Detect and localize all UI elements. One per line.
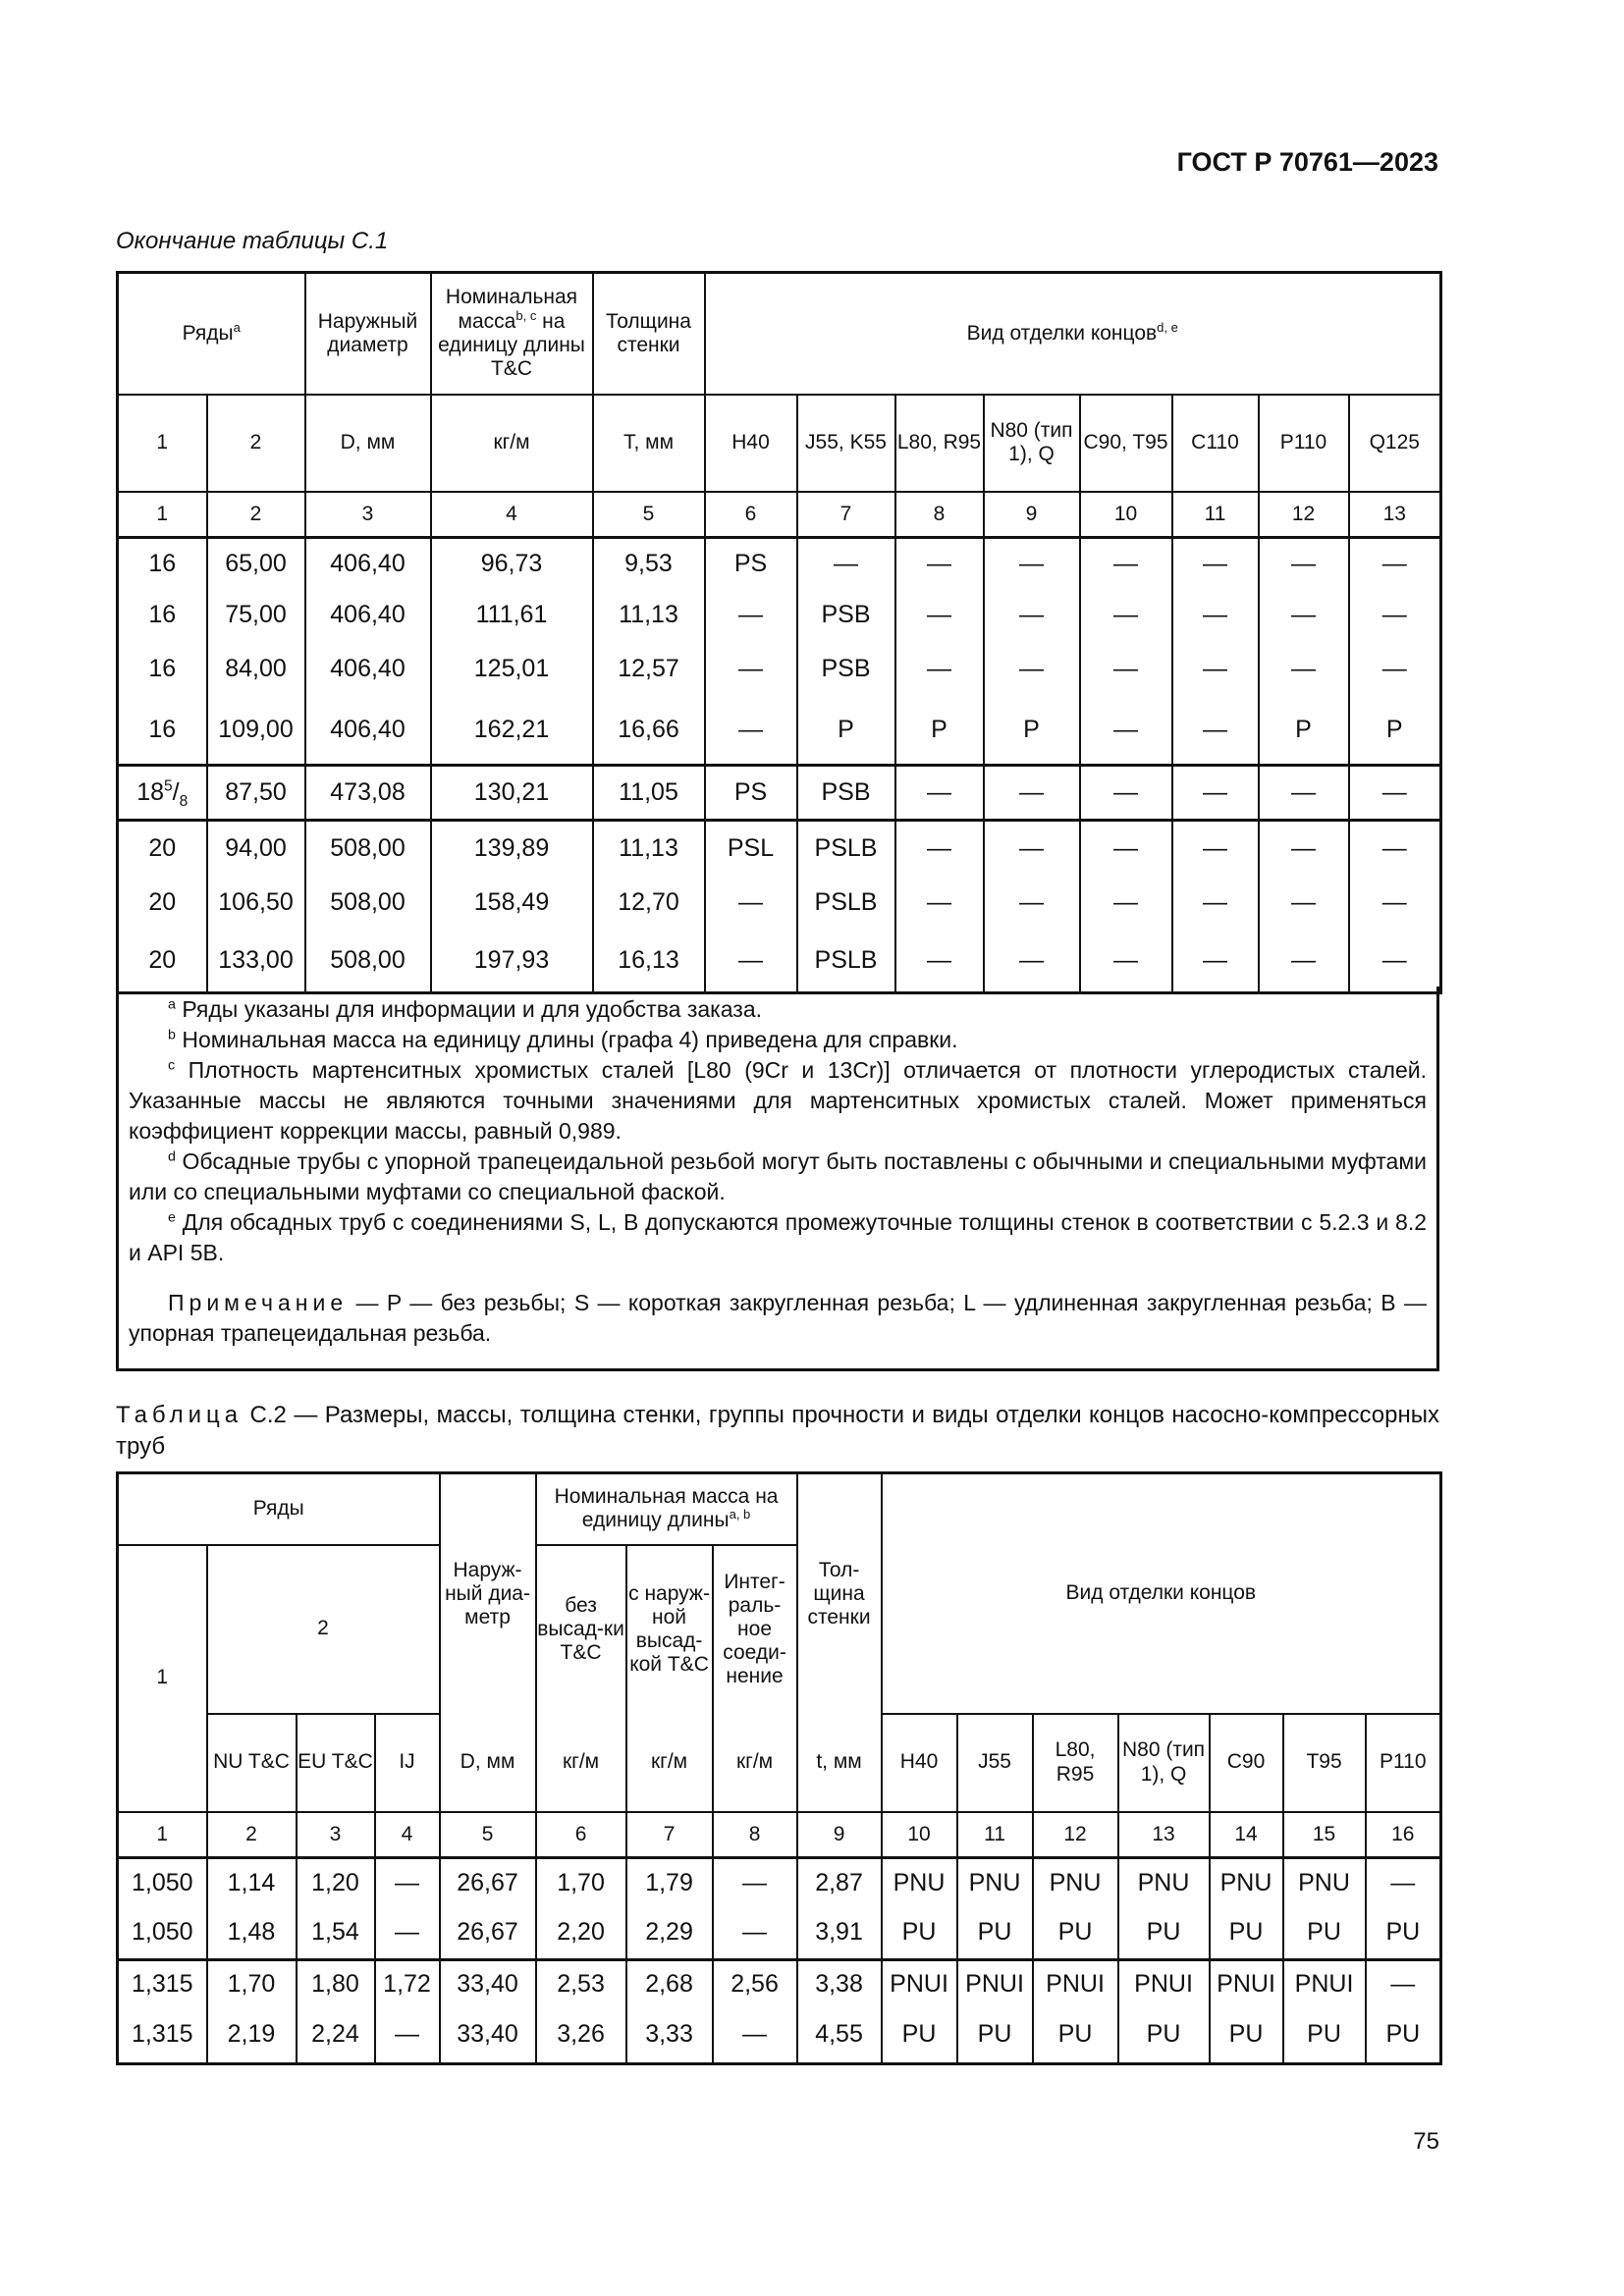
cell: P [1259,697,1349,766]
cell: 2,19 [207,2007,297,2064]
table1-header-row [118,273,1441,395]
table1-remark: Примечание — P — без резьбы; S — короткая закругленная резьба; L — удлиненная закругленная резьба; B — упорная трапецеидальная резьба. [129,1290,1427,1346]
cell: PSB [797,766,895,821]
cell: PU [1283,1907,1366,1960]
cell: 12,57 [593,641,705,697]
cell: 26,67 [440,1858,536,1907]
cell: — [713,2007,797,2064]
fraction-cell: $18^5/_8$ [118,766,207,821]
footnote-b: $^b$ Номинальная масса на единицу длины (графа 4) приведена для справки. [168,1027,958,1052]
cell: PNUI [1118,1960,1210,2007]
cell: — [1172,697,1259,766]
cell: 406,40 [305,697,431,766]
cell: 406,40 [305,590,431,641]
t1-header-outer-diameter: Наружный диаметр [305,273,431,395]
cell: — [375,1858,440,1907]
t1-header-wall: Толщина стенки [593,273,705,395]
cell: 3,91 [797,1907,882,1960]
t2-sub: EU T&C [297,1714,375,1812]
cell: — [1349,876,1441,931]
table1 [116,271,1442,994]
cell: — [1080,538,1172,590]
table1-footnotes [116,987,1439,1371]
table-row [118,1907,1441,1960]
cell: P [895,697,984,766]
cell: 2,87 [797,1858,882,1907]
cell: PNU [1118,1858,1210,1907]
t1-colnum: 13 [1349,492,1441,538]
footnote-e: $^e$ Для обсадных труб с соединениями S, L, B допускаются промежуточные толщины стенок в соответствии с 5.2.3 и 8.2 и API 5B. [129,1209,1428,1265]
t1-sub: P110 [1259,395,1349,492]
cell: — [1366,1858,1441,1907]
t2-header-row1: 1 [118,1545,207,1812]
cell: 508,00 [305,876,431,931]
table-row [118,1960,1441,2007]
cell: 508,00 [305,931,431,993]
cell: 162,21 [431,697,593,766]
t1-colnum: 6 [705,492,797,538]
t1-sub: J55, K55 [797,395,895,492]
cell: PU [882,2007,957,2064]
cell: — [375,1907,440,1960]
t2-colnum: 5 [440,1812,536,1858]
t2-header-outer-diameter: Наруж-ный диа-метр [440,1473,536,1714]
cell: PNUI [1033,1960,1118,2007]
table-row [118,766,1441,821]
t2-sub: кг/м [626,1714,713,1812]
t2-sub: NU T&C [207,1714,297,1812]
cell: — [1366,1960,1441,2007]
t1-colnum: 4 [431,492,593,538]
cell: 33,40 [440,2007,536,2064]
t1-colnum: 2 [207,492,305,538]
t2-sub: IJ [375,1714,440,1812]
cell: PSB [797,641,895,697]
t2-sub: P110 [1366,1714,1441,1812]
t2-header-rows: Ряды [118,1473,440,1545]
cell: — [1349,821,1441,876]
cell: — [1172,931,1259,993]
cell: — [1172,876,1259,931]
table-row [118,2007,1441,2064]
cell: PU [1033,1907,1118,1960]
t2-sub: кг/м [536,1714,626,1812]
cell: — [1080,876,1172,931]
t2-colnum: 6 [536,1812,626,1858]
t2-header-integral: Интег-раль-ное соеди-нение [713,1545,797,1714]
cell: 75,00 [207,590,305,641]
t2-colnum: 3 [297,1812,375,1858]
cell: 158,49 [431,876,593,931]
cell: — [1349,538,1441,590]
cell: 406,40 [305,641,431,697]
cell: 20 [118,821,207,876]
cell: PNU [957,1858,1033,1907]
t1-sub: C110 [1172,395,1259,492]
table2 [116,1471,1442,2065]
t2-header-no-upset: без высад-ки T&C [536,1545,626,1714]
t2-sub: t, мм [797,1714,882,1812]
t2-sub: кг/м [713,1714,797,1812]
cell: 3,38 [797,1960,882,2007]
table-row [118,821,1441,876]
cell: 2,68 [626,1960,713,2007]
cell: 65,00 [207,538,305,590]
cell: 109,00 [207,697,305,766]
cell: PNU [1210,1858,1283,1907]
cell: — [1259,931,1349,993]
t2-sub: D, мм [440,1714,536,1812]
cell: PNU [882,1858,957,1907]
cell: — [1172,821,1259,876]
cell: 1,79 [626,1858,713,1907]
t1-sub: H40 [705,395,797,492]
table2-caption: Таблица С.2 — Размеры, массы, толщина стенки, группы прочности и виды отделки концов насосно-компрессорных труб [116,1402,1439,1460]
cell: — [705,697,797,766]
cell: — [984,931,1080,993]
cell: P [984,697,1080,766]
cell: — [984,590,1080,641]
t2-header-mass: Номинальная масса на единицу длины$^{a, b}$ [536,1473,797,1545]
t1-header-rows: Ряды$^a$ [118,273,305,395]
t2-colnum: 8 [713,1812,797,1858]
table-row [118,641,1441,697]
cell: 2,53 [536,1960,626,2007]
cell: — [713,1907,797,1960]
cell: — [1349,590,1441,641]
cell: 1,050 [118,1907,207,1960]
cell: — [895,538,984,590]
cell: 2,56 [713,1960,797,2007]
t2-header-finish: Вид отделки концов [882,1473,1441,1714]
cell: 2,24 [297,2007,375,2064]
cell: P [797,697,895,766]
table1-subheader-row [118,395,1441,492]
table2-header-row [118,1473,1441,1545]
t1-colnum: 3 [305,492,431,538]
cell: — [1080,590,1172,641]
table-row [118,931,1441,993]
t2-sub: J55 [957,1714,1033,1812]
cell: 1,70 [207,1960,297,2007]
cell: 1,72 [375,1960,440,2007]
t2-colnum: 12 [1033,1812,1118,1858]
cell: 1,315 [118,2007,207,2064]
cell: PNUI [1210,1960,1283,2007]
cell: PSLB [797,821,895,876]
cell: — [1349,641,1441,697]
cell: — [984,821,1080,876]
cell: 1,70 [536,1858,626,1907]
cell: 1,315 [118,1960,207,2007]
t1-sub: T, мм [593,395,705,492]
cell: 12,70 [593,876,705,931]
cell: 16 [118,697,207,766]
cell: PSLB [797,931,895,993]
footnote-d: $^d$ Обсадные трубы с упорной трапецеидальной резьбой могут быть поставлены с обычными и специальными муфтами или со специальными муфтами со специальной фаской. [129,1148,1427,1204]
cell: 111,61 [431,590,593,641]
standard-code: ГОСТ Р 70761—2023 [1176,147,1438,177]
t1-colnum: 9 [984,492,1080,538]
cell: 3,33 [626,2007,713,2064]
t1-sub: Q125 [1349,395,1441,492]
cell: — [895,590,984,641]
cell: — [1259,538,1349,590]
cell: — [984,876,1080,931]
cell: PSLB [797,876,895,931]
cell: 130,21 [431,766,593,821]
t2-header-wall: Тол-щина стенки [797,1473,882,1714]
page-number: 75 [1413,2128,1439,2155]
cell: 26,67 [440,1907,536,1960]
t2-colnum: 10 [882,1812,957,1858]
table1-colnum-row [118,492,1441,538]
cell: 1,14 [207,1858,297,1907]
t2-header-ext-upset: с наруж-ной высад-кой T&C [626,1545,713,1714]
t2-colnum: 13 [1118,1812,1210,1858]
cell: 11,05 [593,766,705,821]
t1-colnum: 8 [895,492,984,538]
cell: PU [1366,1907,1441,1960]
cell: 2,20 [536,1907,626,1960]
cell: — [1172,538,1259,590]
cell: — [713,1858,797,1907]
cell: — [1349,766,1441,821]
t2-sub: C90 [1210,1714,1283,1812]
cell: PU [1366,2007,1441,2064]
cell: 406,40 [305,538,431,590]
cell: — [895,766,984,821]
t2-sub: L80, R95 [1033,1714,1118,1812]
cell: — [1080,697,1172,766]
cell: 1,48 [207,1907,297,1960]
t2-colnum: 2 [207,1812,297,1858]
cell: PU [1283,2007,1366,2064]
cell: — [1259,876,1349,931]
table-row [118,590,1441,641]
t2-colnum: 11 [957,1812,1033,1858]
t1-sub: L80, R95 [895,395,984,492]
cell: PU [882,1907,957,1960]
t2-colnum: 4 [375,1812,440,1858]
cell: 139,89 [431,821,593,876]
cell: 133,00 [207,931,305,993]
cell: PNUI [957,1960,1033,2007]
cell: PU [957,2007,1033,2064]
cell: 33,40 [440,1960,536,2007]
cell: 16,13 [593,931,705,993]
t2-sub: H40 [882,1714,957,1812]
cell: PU [1210,2007,1283,2064]
cell: PU [1210,1907,1283,1960]
cell: — [375,2007,440,2064]
t1-sub: D, мм [305,395,431,492]
footnote-c: $^c$ Плотность мартенситных хромистых сталей [L80 (9Cr и 13Cr)] отличается от плотности углеродистых сталей. Указанные массы не являются точными значениями для мартенситных хромистых сталей. Может применяться коэффициент коррекции массы, равный 0,989. [129,1057,1427,1144]
cell: PSL [705,821,797,876]
t1-colnum: 11 [1172,492,1259,538]
cell: — [705,876,797,931]
cell: 20 [118,876,207,931]
cell: 20 [118,931,207,993]
cell: 87,50 [207,766,305,821]
cell: 1,050 [118,1858,207,1907]
t1-colnum: 10 [1080,492,1172,538]
cell: 16 [118,538,207,590]
t2-sub: N80 (тип 1), Q [1118,1714,1210,1812]
cell: 4,55 [797,2007,882,2064]
cell: — [895,876,984,931]
cell: — [1080,821,1172,876]
t2-colnum: 15 [1283,1812,1366,1858]
cell: — [1259,821,1349,876]
cell: — [705,641,797,697]
cell: — [1259,641,1349,697]
cell: 16 [118,641,207,697]
cell: 96,73 [431,538,593,590]
cell: — [1259,590,1349,641]
cell: 11,13 [593,821,705,876]
cell: PU [1118,2007,1210,2064]
table1-caption: Окончание таблицы С.1 [116,228,389,254]
cell: — [1080,931,1172,993]
t1-colnum: 1 [118,492,207,538]
cell: 2,29 [626,1907,713,1960]
cell: PNU [1033,1858,1118,1907]
table-row [118,697,1441,766]
cell: — [1172,641,1259,697]
t2-colnum: 9 [797,1812,882,1858]
cell: 1,20 [297,1858,375,1907]
cell: PU [1033,2007,1118,2064]
t1-header-mass: Номинальная масса$^{b, c}$ на единицу длины T&C [431,273,593,395]
cell: — [1349,931,1441,993]
t2-colnum: 7 [626,1812,713,1858]
cell: 125,01 [431,641,593,697]
cell: 94,00 [207,821,305,876]
t1-sub: 2 [207,395,305,492]
cell: — [984,641,1080,697]
cell: — [1080,766,1172,821]
cell: 84,00 [207,641,305,697]
cell: PNUI [1283,1960,1366,2007]
cell: 11,13 [593,590,705,641]
table-row [118,538,1441,590]
cell: 16,66 [593,697,705,766]
cell: PU [957,1907,1033,1960]
cell: 1,80 [297,1960,375,2007]
t1-header-finish: Вид отделки концов$^{d, e}$ [705,273,1441,395]
t1-colnum: 7 [797,492,895,538]
cell: — [895,931,984,993]
table-row [118,1858,1441,1907]
cell: 3,26 [536,2007,626,2064]
cell: PS [705,766,797,821]
cell: — [895,641,984,697]
t2-header-row2: 2 [207,1545,440,1714]
table-row [118,876,1441,931]
t1-sub: N80 (тип 1), Q [984,395,1080,492]
cell: — [984,538,1080,590]
cell: — [1172,590,1259,641]
cell: — [797,538,895,590]
t1-sub: C90, T95 [1080,395,1172,492]
cell: P [1349,697,1441,766]
cell: — [984,766,1080,821]
t1-sub: 1 [118,395,207,492]
t2-colnum: 14 [1210,1812,1283,1858]
t2-colnum: 16 [1366,1812,1441,1858]
t2-sub: T95 [1283,1714,1366,1812]
cell: — [705,590,797,641]
cell: PS [705,538,797,590]
cell: PU [1118,1907,1210,1960]
cell: 508,00 [305,821,431,876]
t1-colnum: 12 [1259,492,1349,538]
cell: PNU [1283,1858,1366,1907]
t2-colnum: 1 [118,1812,207,1858]
cell: — [1259,766,1349,821]
cell: 473,08 [305,766,431,821]
t1-sub: кг/м [431,395,593,492]
t1-colnum: 5 [593,492,705,538]
cell: — [705,931,797,993]
cell: 106,50 [207,876,305,931]
cell: — [895,821,984,876]
cell: PNUI [882,1960,957,2007]
cell: 197,93 [431,931,593,993]
cell: 9,53 [593,538,705,590]
table2-subheader-row [118,1714,1441,1812]
cell: — [1080,641,1172,697]
table2-colnum-row [118,1812,1441,1858]
cell: PSB [797,590,895,641]
cell: — [1172,766,1259,821]
cell: 1,54 [297,1907,375,1960]
footnote-a: $^a$ Ряды указаны для информации и для удобства заказа. [168,996,762,1022]
cell: 16 [118,590,207,641]
